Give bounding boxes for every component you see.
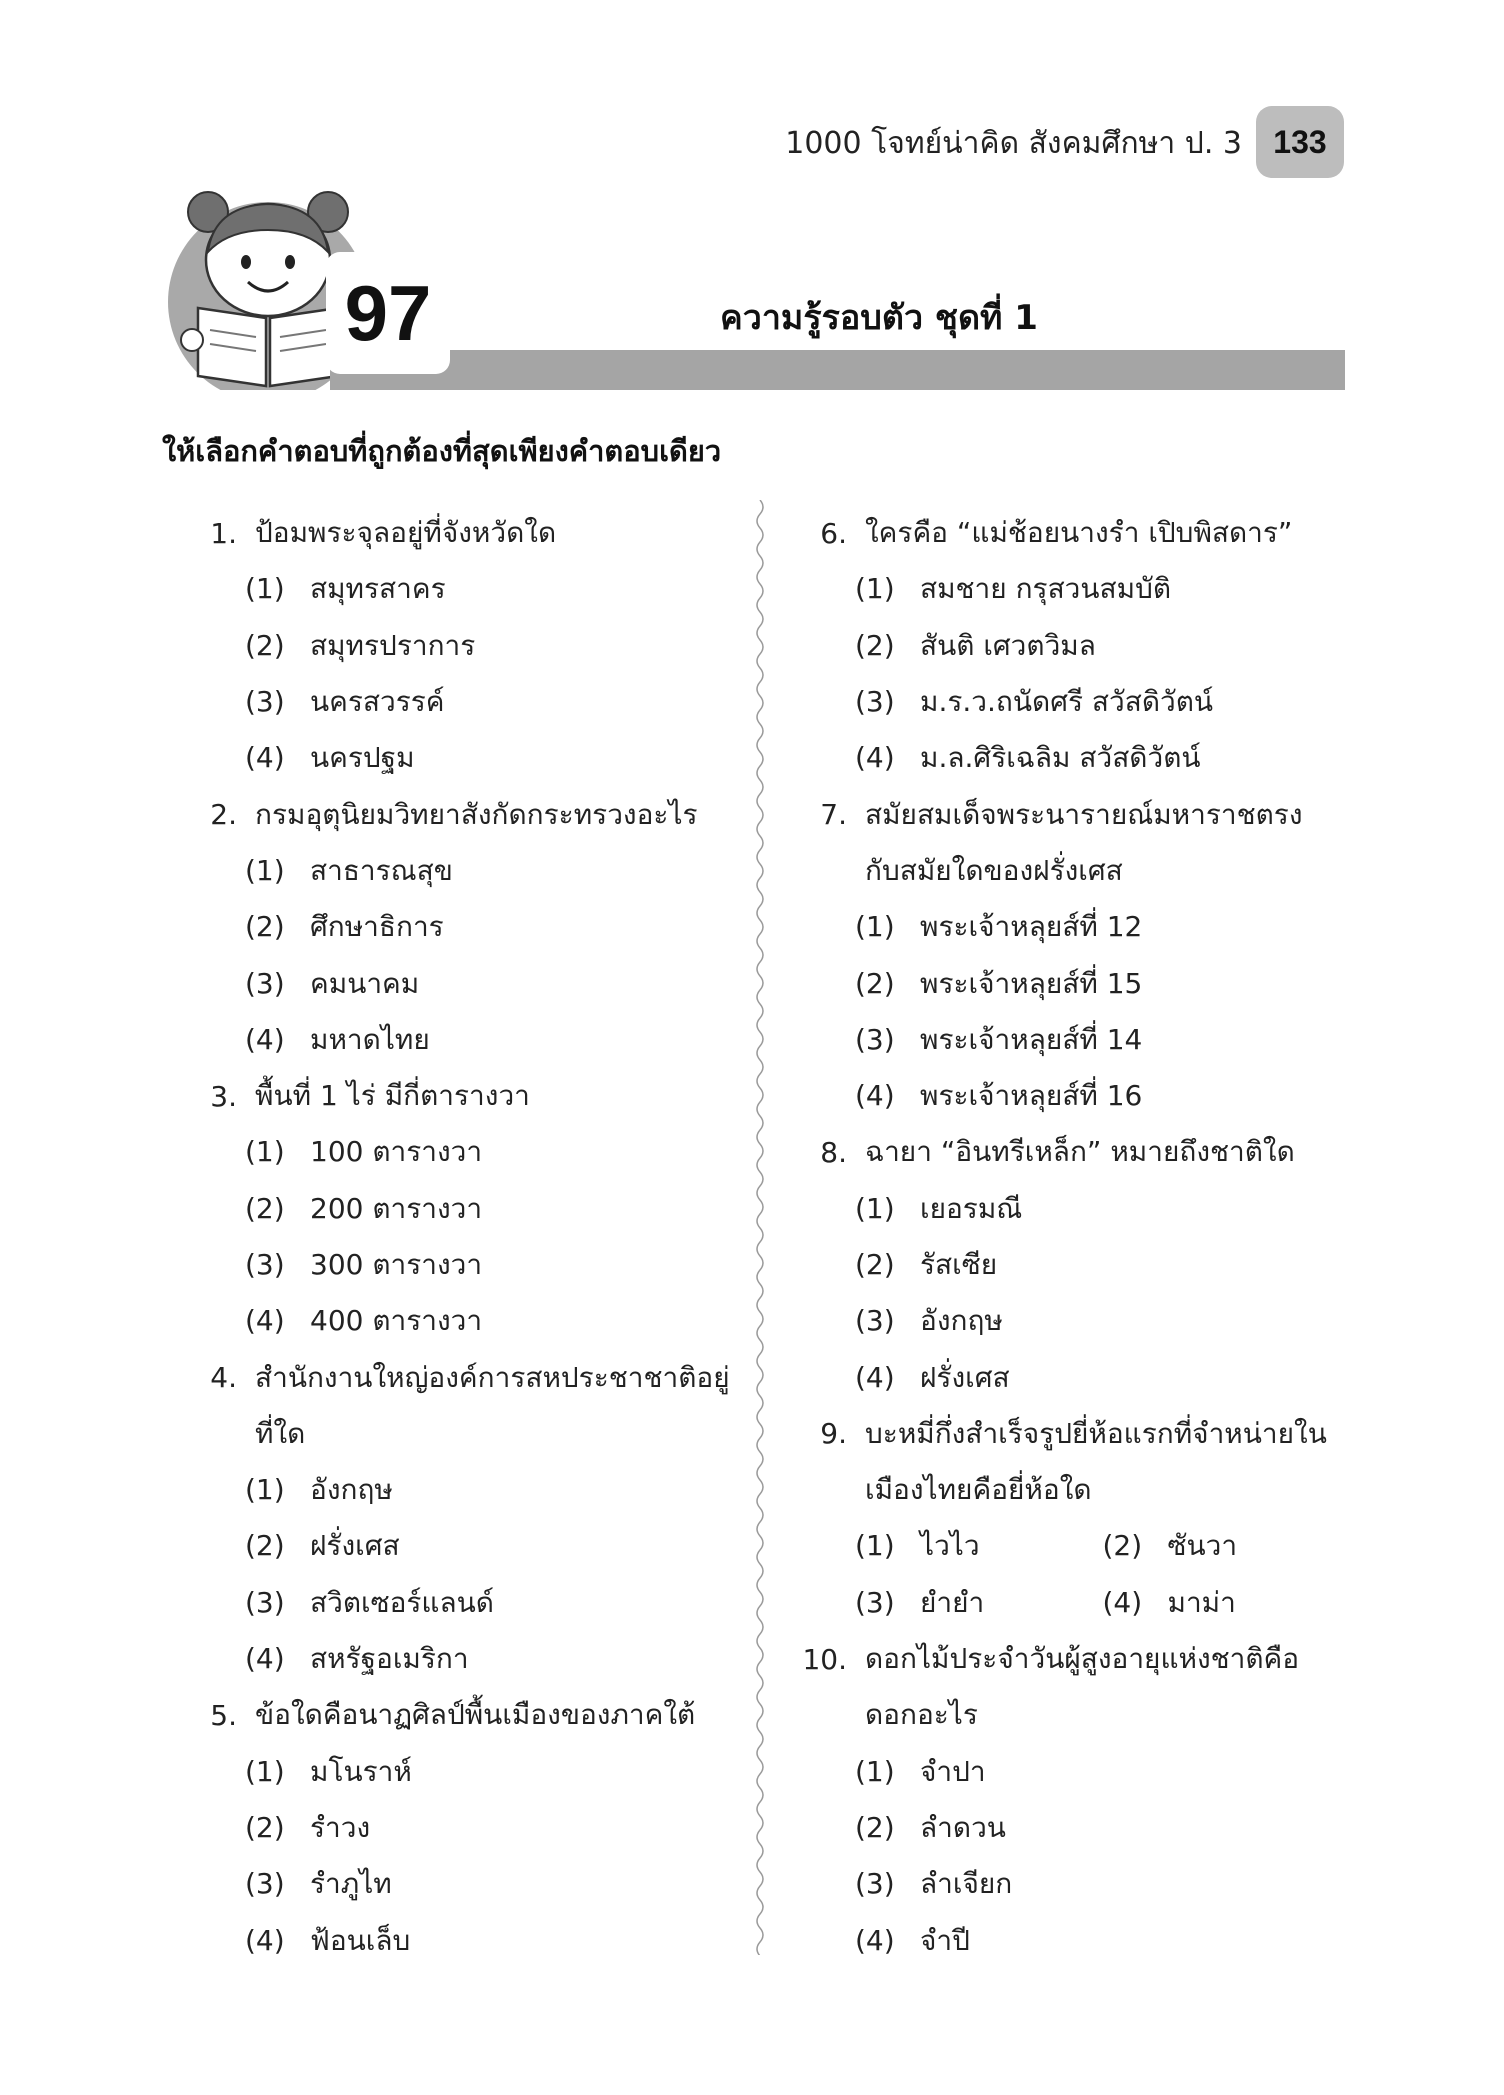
question-number: 1. [210,516,237,550]
option-text: ฟ้อนเล็บ [310,1923,411,1957]
question-number: 6. [820,516,847,550]
answer-option [855,962,1142,1006]
page-number-badge: 133 [1256,106,1344,178]
option-row [790,1856,1350,1912]
option-row [180,1293,740,1349]
instruction-text: ให้เลือกคำตอบที่ถูกต้องที่สุดเพียงคำตอบเดียว [162,434,722,468]
option-row [790,1237,1350,1293]
option-row [180,1462,740,1518]
option-row [180,1181,740,1237]
option-text: เยอรมณี [920,1191,1023,1225]
answer-option [855,1187,1022,1231]
answer-option [245,1130,482,1174]
option-label: (3) [855,1585,895,1619]
answer-option [855,905,1142,949]
answer-option [855,1018,1142,1062]
option-label: (4) [1102,1585,1143,1619]
option-row [180,1744,740,1800]
answer-option [855,624,1096,668]
option-row [180,843,740,899]
option-label: (1) [855,1191,895,1225]
question-text-continuation: ดอกอะไร [865,1698,978,1732]
option-label: (4) [855,741,895,775]
question-text: ฉายา “อินทรีเหล็ก” หมายถึงชาติใด [865,1135,1295,1169]
answer-option [245,962,419,1006]
question-line [180,1349,740,1405]
answer-option [245,1468,393,1512]
option-row [790,674,1350,730]
option-label: (3) [855,685,895,719]
option-text: จำปา [920,1754,986,1788]
question-text: สมัยสมเด็จพระนารายณ์มหาราชตรง [865,797,1303,831]
option-row [180,1237,740,1293]
option-text: 400 ตารางวา [310,1304,483,1338]
option-label: (4) [855,1079,895,1113]
option-text: พระเจ้าหลุยส์ที่ 16 [920,1079,1143,1113]
question-number: 8. [820,1135,847,1169]
option-row [790,899,1350,955]
option-label: (1) [245,1754,285,1788]
option-row [790,1575,1350,1631]
option-text: 200 ตารางวา [310,1191,483,1225]
option-text: ศึกษาธิการ [310,910,444,944]
option-label: (3) [245,1867,285,1901]
option-label: (2) [245,1810,285,1844]
answer-option [245,567,446,611]
option-text: จำปี [920,1923,970,1957]
question-7 [790,786,1350,1124]
option-text: ไวไว [920,1529,980,1563]
option-row [790,1349,1350,1405]
question-text-continuation: เมืองไทยคือยี่ห้อใด [865,1473,1092,1507]
option-text: พระเจ้าหลุยส์ที่ 12 [920,910,1143,944]
answer-option [245,1524,400,1568]
answer-option [245,1637,469,1681]
option-text: สาธารณสุข [310,853,453,887]
option-row [790,1068,1350,1124]
question-line [180,505,740,561]
answer-option [855,1243,997,1287]
answer-option [855,1806,1006,1850]
answer-option [245,680,445,724]
question-number: 9. [820,1417,847,1451]
option-text: ลำเจียก [920,1867,1013,1901]
question-number: 4. [210,1361,237,1395]
book-title: 1000 โจทย์น่าคิด สังคมศึกษา ป. 3 [785,126,1242,161]
option-text: มาม่า [1167,1585,1236,1619]
question-line [790,505,1350,561]
answer-option [855,680,1213,724]
answer-option [855,1299,1003,1343]
option-label: (4) [245,1923,285,1957]
option-text: อังกฤษ [310,1473,393,1507]
option-row [180,1856,740,1912]
answer-option [245,1750,412,1794]
answer-option [855,1074,1142,1118]
option-text: มหาดไทย [310,1022,430,1056]
option-row [180,730,740,786]
option-label: (4) [245,1642,285,1676]
answer-option [245,1581,494,1625]
question-line [790,1406,1350,1462]
question-number: 10. [802,1642,847,1676]
option-text: สหรัฐอเมริกา [310,1642,469,1676]
option-text: ม.ล.ศิริเฉลิม สวัสดิวัตน์ [920,741,1201,775]
option-label: (4) [245,1304,285,1338]
answer-option [245,1187,482,1231]
answer-option [245,624,475,668]
option-label: (3) [245,966,285,1000]
question-4 [180,1349,740,1687]
answer-option [245,1243,482,1287]
option-text: ซันวา [1167,1529,1238,1563]
option-label: (2) [245,1191,285,1225]
option-text: สันติ เศวตวิมล [920,628,1096,662]
option-row [180,1575,740,1631]
section-number: 97 [326,252,450,374]
question-3 [180,1068,740,1349]
question-number: 5. [210,1698,237,1732]
question-line [790,1631,1350,1687]
answer-option [245,1018,430,1062]
question-8 [790,1124,1350,1405]
answer-option [855,1586,984,1619]
question-1 [180,505,740,786]
option-row [180,1631,740,1687]
answer-option [855,1356,1010,1400]
option-text: 100 ตารางวา [310,1135,483,1169]
option-label: (2) [855,966,895,1000]
option-row [180,1912,740,1968]
option-row [180,561,740,617]
option-row [180,1800,740,1856]
option-label: (4) [245,741,285,775]
question-text-continuation: ที่ใด [255,1416,306,1450]
option-row [790,955,1350,1011]
option-text: รัสเซีย [920,1248,998,1281]
option-text: มโนราห์ [310,1754,412,1788]
questions-column-left [180,505,740,1969]
section-title-bar [330,350,1345,390]
answer-option [855,1862,1012,1906]
question-line [180,1687,740,1743]
question-line [180,786,740,842]
option-text: ม.ร.ว.ถนัดศรี สวัสดิวัตน์ [920,685,1214,719]
option-label: (2) [245,628,285,662]
option-label: (1) [855,1529,895,1563]
questions-column-right [790,505,1350,1969]
question-number: 7. [820,798,847,832]
question-text-continuation: กับสมัยใดของฝรั่งเศส [865,853,1123,887]
answer-option [1103,1529,1238,1562]
section-title: ความรู้รอบตัว ชุดที่ 1 [720,298,1038,338]
option-row [790,1800,1350,1856]
option-text: ฝรั่งเศส [920,1360,1010,1394]
answer-option [855,1529,980,1562]
option-text: สมุทรสาคร [310,572,446,606]
option-label: (3) [245,1585,285,1619]
option-row [790,1912,1350,1968]
option-label: (2) [855,628,895,662]
option-label: (1) [245,1473,285,1507]
option-label: (1) [855,910,895,944]
option-text: คมนาคม [310,966,420,1000]
option-text: ลำดวน [920,1810,1006,1844]
option-text: รำวง [310,1810,371,1844]
question-10 [790,1631,1350,1969]
option-label: (3) [245,685,285,719]
option-label: (4) [855,1360,895,1394]
option-text: สมุทรปราการ [310,628,476,662]
answer-option [245,1919,410,1963]
option-label: (1) [245,572,285,606]
question-2 [180,786,740,1067]
option-row [790,561,1350,617]
question-text: ป้อมพระจุลอยู่ที่จังหวัดใด [255,516,557,550]
option-label: (3) [245,1248,285,1281]
option-label: (3) [855,1867,895,1901]
option-label: (1) [245,1135,285,1169]
answer-option [245,736,415,780]
answer-option [245,1806,370,1850]
option-label: (3) [855,1022,895,1056]
option-label: (1) [855,572,895,606]
option-label: (2) [1102,1529,1143,1563]
option-row [180,1124,740,1180]
option-label: (2) [855,1810,895,1844]
question-text: พื้นที่ 1 ไร่ มีกี่ตารางวา [255,1079,530,1113]
option-text: นครสวรรค์ [310,685,445,719]
question-text: ใครคือ “แม่ช้อยนางรำ เปิบพิสดาร” [865,516,1293,550]
question-line [790,1124,1350,1180]
option-label: (1) [855,1754,895,1788]
option-text: ฝรั่งเศส [310,1529,400,1563]
question-text: ดอกไม้ประจำวันผู้สูงอายุแห่งชาติคือ [865,1642,1300,1676]
option-row [180,674,740,730]
option-text: 300 ตารางวา [310,1248,483,1281]
answer-option [855,736,1201,780]
question-9 [790,1406,1350,1631]
option-text: อังกฤษ [920,1304,1003,1338]
option-label: (1) [245,853,285,887]
answer-option [855,567,1171,611]
option-row [180,955,740,1011]
question-line [180,1068,740,1124]
question-number: 3. [210,1079,237,1113]
answer-option [245,1862,392,1906]
answer-option [245,849,453,893]
option-row [790,618,1350,674]
option-text: พระเจ้าหลุยส์ที่ 15 [920,966,1143,1000]
option-row [180,618,740,674]
option-row [790,730,1350,786]
option-row [790,1293,1350,1349]
option-row [790,1181,1350,1237]
question-5 [180,1687,740,1968]
option-label: (4) [855,1923,895,1957]
option-text: นครปฐม [310,741,415,775]
question-text: กรมอุตุนิยมวิทยาสังกัดกระทรวงอะไร [255,797,698,831]
question-text: สำนักงานใหญ่องค์การสหประชาชาติอยู่ [255,1360,730,1394]
option-row [790,1518,1350,1574]
option-text: สวิตเซอร์แลนด์ [310,1585,494,1619]
question-6 [790,505,1350,786]
option-row [790,1744,1350,1800]
answer-option [1103,1586,1236,1619]
option-row [790,1012,1350,1068]
answer-option [245,905,444,949]
option-label: (2) [245,1529,285,1563]
option-text: สมชาย กรุสวนสมบัติ [920,572,1172,606]
option-label: (3) [855,1304,895,1338]
answer-option [245,1299,482,1343]
option-label: (4) [245,1022,285,1056]
option-text: พระเจ้าหลุยส์ที่ 14 [920,1022,1143,1056]
option-label: (2) [245,910,285,944]
wavy-column-divider [752,500,768,1955]
option-label: (2) [855,1248,895,1281]
answer-option [855,1750,986,1794]
question-line [790,786,1350,842]
option-row [180,1012,740,1068]
question-text: ข้อใดคือนาฏศิลป์พื้นเมืองของภาคใต้ [255,1698,696,1732]
option-row [180,899,740,955]
question-text: บะหมี่กึ่งสำเร็จรูปยี่ห้อแรกที่จำหน่ายใน [865,1416,1327,1450]
option-row [180,1518,740,1574]
question-number: 2. [210,798,237,832]
answer-option [855,1919,970,1963]
option-text: ยำยำ [920,1585,985,1619]
option-text: รำภูไท [310,1867,392,1901]
